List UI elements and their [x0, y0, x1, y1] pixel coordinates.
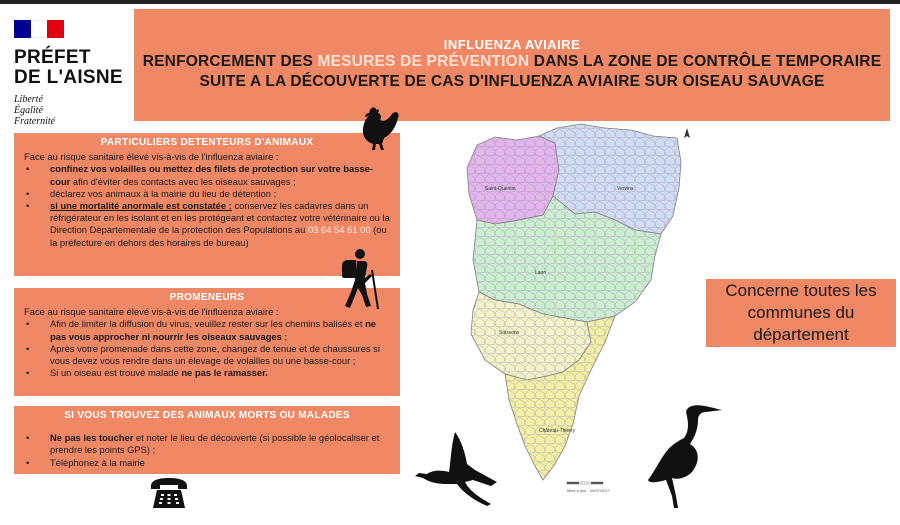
list-item — [24, 367, 390, 379]
motto-egalite: Égalité — [14, 105, 43, 116]
motto-liberte: Liberté — [14, 94, 43, 105]
item-text: afin d'éviter des contacts avec les oiseaux sauvages ; — [70, 175, 296, 187]
heron-standing-icon — [640, 400, 725, 510]
town-label: Saint-Quentin — [485, 186, 516, 192]
title-highlight: MESURES DE PRÉVENTION — [317, 53, 530, 70]
concern-line3: département — [753, 325, 849, 344]
header-banner — [134, 9, 890, 121]
item-text: Si un oiseau est trouvé malade — [50, 367, 182, 379]
list-item — [24, 457, 390, 469]
compass-icon — [684, 128, 690, 138]
item-bold: Ne pas les toucher — [50, 432, 134, 444]
item-bold: ne pas le ramasser. — [181, 367, 268, 379]
list-item — [24, 318, 390, 342]
french-flag-icon — [14, 20, 64, 38]
town-label: Château-Thierry — [539, 428, 576, 434]
item-bold: si une mortalité anormale est constatée : — [50, 200, 232, 212]
particuliers-intro: Face au risque sanitaire élevé vis-à-vis de l'influenza aviaire : — [24, 151, 279, 163]
animaux-morts-title: SI VOUS TROUVEZ DES ANIMAUX MORTS OU MALADES — [64, 410, 350, 421]
hiker-icon — [338, 248, 380, 310]
list-item — [24, 163, 390, 187]
item-text-end: (ou la préfecture en dehors des horaires de bureau) — [50, 224, 387, 248]
list-item — [24, 188, 390, 200]
item-text: conservez les cadavres dans un réfrigérateur en les isolant et en les protégeant et contactez votre vétérinaire ou la Direction Départementale de la protection des Populations au — [50, 200, 390, 236]
prefecture-logo — [14, 20, 129, 127]
header-title-line2: SUITE A LA DÉCOUVERTE DE CAS D'INFLUENZA AVIAIRE SUR OISEAU SAUVAGE — [199, 73, 825, 90]
republic-motto — [14, 94, 129, 127]
scale-bar — [567, 482, 603, 484]
concern-label — [706, 279, 896, 347]
title-part2: DANS LA ZONE DE CONTRÔLE TEMPORAIRE — [529, 53, 882, 70]
item-bold: confinez vos volailles ou mettez des filets de protection sur votre basse-cour — [50, 163, 374, 187]
motto-fraternite: Fraternité — [14, 116, 56, 127]
promeneurs-title: PROMENEURS — [169, 292, 245, 303]
item-text: et noter le lieu de découverte (si possible le géolocaliser et prendre les points GPS) ; — [50, 432, 380, 456]
promeneurs-intro: Face au risque sanitaire élevé vis-à-vis de l'influenza aviaire : — [24, 306, 279, 318]
map-footer: Mise à jour : 20/07/2017 — [567, 488, 610, 493]
prefet-line1: PRÉFET — [14, 47, 91, 68]
header-title-line1 — [134, 52, 890, 72]
item-text: Afin de limiter la diffusion du virus, veuillez rester sur les chemins balisés et — [50, 318, 366, 330]
chicken-icon — [352, 104, 402, 154]
prefet-line2: DE L'AISNE — [14, 67, 123, 88]
town-label: Laon — [535, 270, 547, 276]
top-bar — [0, 0, 900, 4]
animaux-morts-box — [14, 406, 400, 474]
town-label: Soissons — [499, 330, 520, 336]
particuliers-title: PARTICULIERS DETENTEURS D'ANIMAUX — [100, 137, 314, 148]
header-kicker: INFLUENZA AVIAIRE — [443, 37, 581, 52]
telephone-icon — [149, 476, 189, 510]
title-part1: RENFORCEMENT DES — [142, 53, 318, 70]
particuliers-list — [24, 163, 390, 248]
promeneurs-list — [24, 318, 390, 379]
animaux-morts-list — [24, 432, 390, 469]
concern-line1: Concerne toutes les — [725, 281, 877, 300]
heron-flying-icon — [415, 430, 500, 510]
item-bold: ne pas vous approcher ni nourrir les oiseaux sauvages — [50, 318, 377, 342]
item-text: Après votre promenade dans cette zone, changez de tenue et de chaussures si vous devez vous rendre dans un élevage de volailles ou une basse-cour ; — [50, 342, 380, 367]
concern-line2: communes du — [747, 303, 855, 322]
list-item — [24, 432, 390, 456]
list-item — [24, 343, 390, 367]
town-label: Vervins — [617, 186, 634, 192]
item-text: Téléphonez à la mairie — [50, 456, 145, 468]
item-text: déclarez vos animaux à la mairie du lieu de détention ; — [50, 187, 277, 199]
item-text-end: ; — [281, 330, 288, 342]
phone-number: 03 64 54 61 00 — [307, 224, 371, 236]
list-item — [24, 200, 390, 249]
